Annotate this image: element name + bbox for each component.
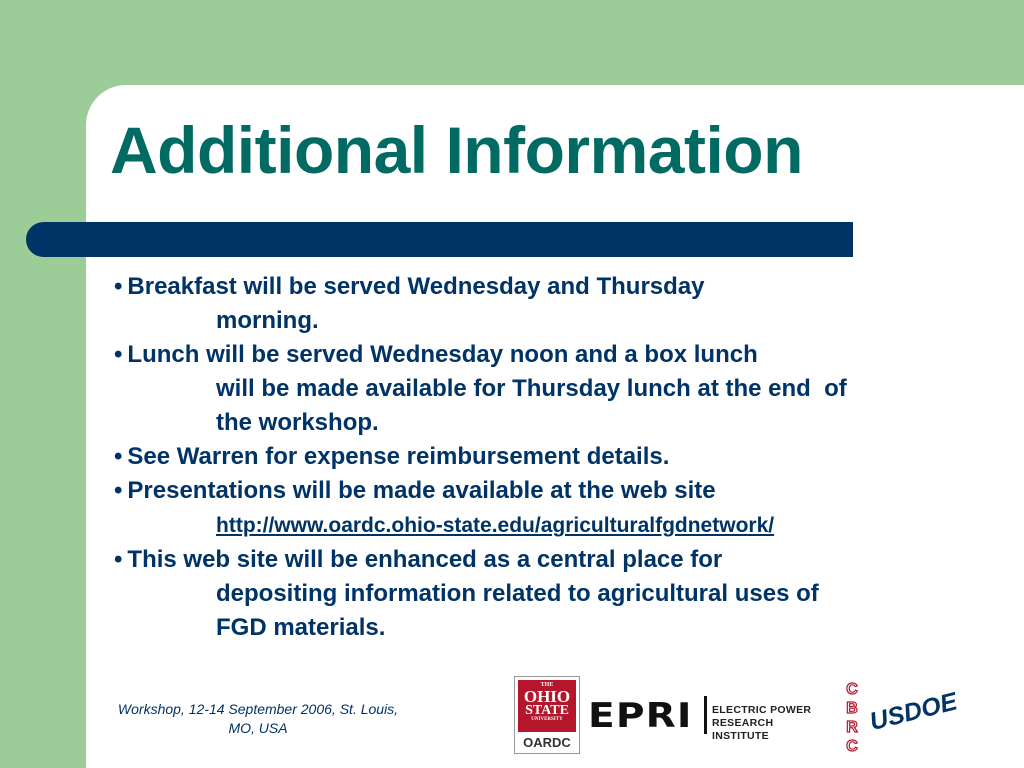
- epri-tagline: ELECTRIC POWER RESEARCH INSTITUTE: [712, 704, 812, 742]
- bullet-dot: •: [114, 341, 123, 368]
- bullet-item: [114, 474, 994, 543]
- bullet-dot: •: [114, 273, 123, 300]
- epri-divider: [704, 696, 707, 734]
- oardc-label: OARDC: [523, 735, 571, 750]
- bullet-line: morning.: [216, 307, 319, 334]
- footer-line: Workshop, 12-14 September 2006, St. Louis,: [117, 701, 399, 717]
- ohio-state-seal: THE OHIO STATE UNIVERSITY: [518, 680, 576, 732]
- bullet-dot: •: [114, 477, 123, 504]
- bullet-item: [114, 440, 994, 474]
- bullet-line: [114, 508, 994, 543]
- epri-logo: [588, 694, 833, 742]
- bullet-line: depositing information related to agricultural uses of: [216, 580, 819, 607]
- bullet-line: the workshop.: [216, 409, 379, 436]
- bullet-list: [114, 270, 994, 645]
- bullet-item: [114, 338, 994, 440]
- bullet-line: • This web site will be enhanced as a central place for: [114, 546, 723, 573]
- footer-line: MO, USA: [228, 720, 288, 736]
- website-link[interactable]: http://www.oardc.ohio-state.edu/agriculturalfgdnetwork/: [216, 514, 775, 537]
- bullet-line: • Presentations will be made available at the web site: [114, 477, 716, 504]
- ohio-state-oardc-logo: [514, 676, 580, 754]
- bullet-item: [114, 543, 994, 645]
- bullet-dot: •: [114, 546, 123, 573]
- bullet-dot: •: [114, 443, 123, 470]
- slide-title: Additional Information: [110, 113, 803, 187]
- cbrc-logo: C B R C: [846, 681, 858, 755]
- bullet-line: FGD materials.: [216, 614, 386, 641]
- bullet-line: will be made available for Thursday lunch at the end of: [216, 375, 847, 402]
- bullet-item: [114, 270, 994, 338]
- epri-wordmark: EPRI: [588, 696, 693, 736]
- usdoe-logo: USDOE: [866, 687, 961, 737]
- bullet-line: • Lunch will be served Wednesday noon and a box lunch: [114, 341, 758, 368]
- bullet-line: • See Warren for expense reimbursement details.: [114, 443, 670, 470]
- title-underline-bar: [26, 222, 853, 257]
- slide-footer: [90, 700, 426, 738]
- bullet-line: • Breakfast will be served Wednesday and Thursday: [114, 273, 705, 300]
